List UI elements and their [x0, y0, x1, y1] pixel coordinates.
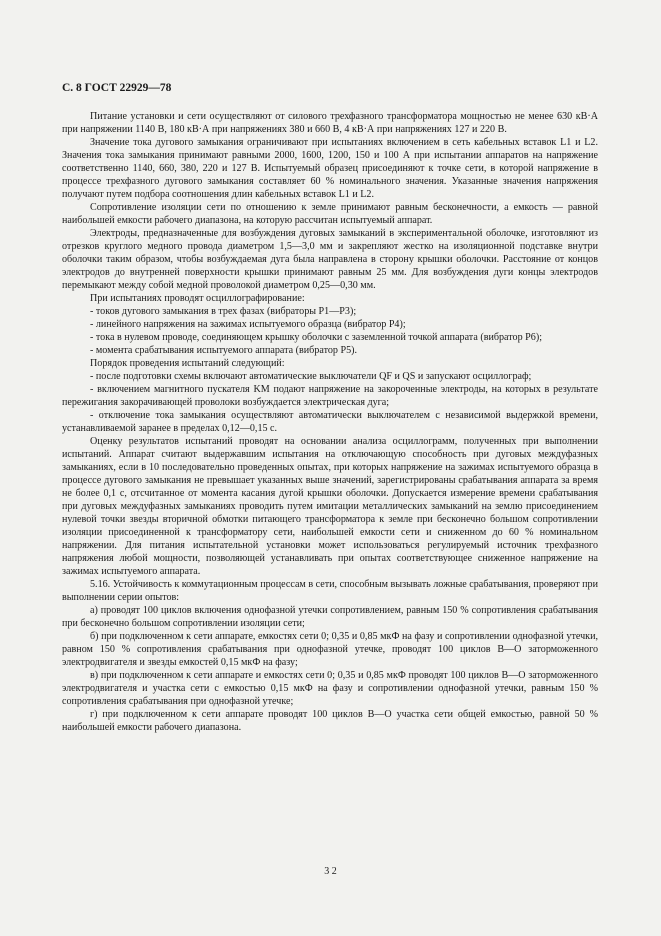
page-number: 3 2 [324, 866, 337, 877]
list-item: - после подготовки схемы включают автоматические выключатели QF и QS и запускают осциллограф; [90, 371, 532, 382]
list-item: - момента срабатывания испытуемого аппарата (вибратор Р5). [90, 345, 358, 356]
list-item: а) проводят 100 циклов включения однофазной утечки сопротивлением, равным 150 % сопротивления срабатывания при бесконечно большом сопротивлении изоляции сети; [62, 605, 598, 629]
list-item: - включением магнитного пускателя KM подают напряжение на закороченные электроды, на которых в результате пережигания закорачивающей проволоки возбуждается электрическая дуга; [62, 384, 598, 408]
paragraph: При испытаниях проводят осциллографирование: [90, 293, 305, 304]
paragraph: Электроды, предназначенные для возбуждения дуговых замыканий в экспериментальной оболочке, изготовляют из отрезков круглого медного провода диаметром 1,5—3,0 мм и закрепляют жестко на изоляционной подставке внутри оболочки таким образом, чтобы возбуждаемая дуга была направлена в сторону крышки оболочки. Расстояние от концов электродов до внутренней поверхности крышки принимают равным 25 мм. Для возбуждения дуги концы электродов перемыкают между собой медной проволокой диаметром 0,25—0,30 мм. [62, 228, 598, 291]
list-item: в) при подключенном к сети аппарате и емкостях сети 0; 0,35 и 0,85 мкФ проводят 100 циклов В—О заторможенного электродвигателя и участка сети с емкостью 0,15 мкФ на фазу и сопротивлении однофазной утечки, равным 150 % сопротивления срабатывания при однофазной утечке; [62, 670, 598, 707]
list-item: г) при подключенном к сети аппарате проводят 100 циклов В—О участка сети общей емкостью, равной 50 % наибольшей емкости рабочего диапазона. [62, 709, 598, 733]
paragraph: Сопротивление изоляции сети по отношению к земле принимают равным бесконечности, а емкость — равной наибольшей емкости рабочего диапазона, на которую рассчитан испытуемый аппарат. [62, 202, 598, 226]
paragraph: Оценку результатов испытаний проводят на основании анализа осциллограмм, полученных при выполнении испытаний. Аппарат считают выдержавшим испытания на отключающую способность при дуговых междуфазных замыканиях, если в 10 последовательно проведенных опытах, при которых напряжение на зажимах испытуемого образца в процессе дугового замыкания не превышает указанных выше значений, зарегистрированы срабатывания аппарата за время не более 0,1 с, отсчитанное от момента касания дугой крышки оболочки. Допускается измерение времени срабатывания при дуговых междуфазных замыканиях проводить путем имитации металлических замыканий на землю присоединением нулевой точки звезды вторичной обмотки питающего трансформатора к земле при бесконечно большом сопротивлении изоляции присоединенной к трансформатору сети, наибольшей емкости сети и сниженном до 60 % номинальном напряжении. Для питания испытательной установки может использоваться регулируемый источник трехфазного напряжения любой мощности, позволяющей устанавливать при опытах соответствующее сниженное напряжение на зажимах испытуемого аппарата. [62, 436, 598, 577]
list-item: - линейного напряжения на зажимах испытуемого образца (вибратор Р4); [90, 319, 406, 330]
page-header: С. 8 ГОСТ 22929—78 [62, 82, 172, 94]
document-body [62, 110, 598, 734]
list-item: - токов дугового замыкания в трех фазах (вибраторы Р1—Р3); [90, 306, 357, 317]
paragraph: Питание установки и сети осуществляют от силового трехфазного трансформатора мощностью не менее 630 кВ·А при напряжении 1140 В, 180 кВ·А при напряжениях 380 и 660 В, 4 кВ·А при напряжениях 127 и 220 В. [62, 111, 598, 135]
section-clause: 5.16. Устойчивость к коммутационным процессам в сети, способным вызывать ложные срабатывания, проверяют при выполнении серии опытов: [62, 579, 598, 603]
list-item: б) при подключенном к сети аппарате, емкостях сети 0; 0,35 и 0,85 мкФ на фазу и сопротивлении однофазной утечки, равном 150 % сопротивления срабатывания при однофазной утечке, проводят 100 циклов В—О заторможенного электродвигателя и звезды емкостей 0,15 мкФ на фазу; [62, 631, 598, 668]
paragraph: Значение тока дугового замыкания ограничивают при испытаниях включением в сеть кабельных вставок L1 и L2. Значения тока замыкания принимают равными 2000, 1600, 1200, 150 и 100 А при испытании аппаратов на напряжение соответственно 1140, 660, 380, 220 и 127 В. Испытуемый образец присоединяют к точке сети, в которой напряжение в процессе трехфазного дугового замыкания составляет 60 % номинального значения. Указанные значения напряжения получают путем подбора соотношения длин кабельных вставок L1 и L2. [62, 137, 598, 200]
list-item: - отключение тока замыкания осуществляют автоматически выключателем с независимой выдержкой времени, устанавливаемой заранее в пределах 0,12—0,15 с. [62, 410, 598, 434]
list-item: - тока в нулевом проводе, соединяющем крышку оболочки с заземленной точкой аппарата (вибратор Р6); [90, 332, 542, 343]
paragraph: Порядок проведения испытаний следующий: [90, 358, 285, 369]
